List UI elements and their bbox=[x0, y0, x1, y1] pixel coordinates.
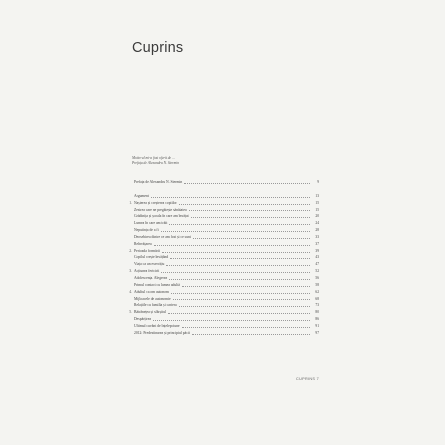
toc-entry[interactable] bbox=[118, 261, 319, 268]
toc-entry-page: 86 bbox=[315, 317, 319, 322]
toc-dot-leader bbox=[169, 224, 310, 225]
toc-dot-leader bbox=[161, 231, 310, 232]
toc-entry-page: 97 bbox=[315, 330, 319, 335]
toc-entry-page: 43 bbox=[315, 255, 319, 260]
toc-entry-title: Ultimul cuvânt de înțelepciune bbox=[134, 323, 180, 328]
toc-entry-title: Mijloacele de autonomie bbox=[134, 296, 171, 301]
toc-entry-title: Copilul crește învățând bbox=[134, 255, 169, 260]
toc-entry[interactable] bbox=[118, 289, 319, 296]
toc-entry[interactable] bbox=[118, 309, 319, 316]
toc-entry-title: Perioada formării bbox=[134, 248, 160, 253]
table-of-contents bbox=[118, 179, 319, 337]
toc-entry-title: Bătrânețea și sfârșitul bbox=[134, 310, 166, 315]
toc-entry-title: Prefața de Alexandru N. Stermin bbox=[134, 180, 183, 184]
toc-entry[interactable] bbox=[118, 234, 319, 241]
toc-entry-title: Relațiile cu familia și cariera bbox=[134, 303, 177, 308]
motto-line: Motto-ul mi-a fost oferit de ... bbox=[132, 156, 175, 160]
toc-entry[interactable] bbox=[118, 193, 319, 200]
toc-entry-page: 33 bbox=[315, 234, 319, 239]
toc-entry-title: Nașterea și creșterea copiilor bbox=[134, 200, 177, 205]
toc-entry[interactable] bbox=[118, 275, 319, 282]
toc-entry[interactable] bbox=[118, 254, 319, 261]
toc-entry-title: Adolescența. Alegerea bbox=[134, 275, 168, 280]
toc-entry-page: 39 bbox=[315, 248, 319, 253]
toc-entry[interactable] bbox=[118, 296, 319, 303]
toc-entry[interactable] bbox=[118, 207, 319, 214]
toc-dot-leader bbox=[184, 183, 310, 184]
toc-entry-number: 4. bbox=[129, 289, 132, 294]
toc-entry-title: Viața ca un exercițiu bbox=[134, 262, 165, 267]
toc-entry-page: 91 bbox=[315, 323, 319, 328]
toc-dot-leader bbox=[193, 238, 310, 239]
toc-dot-leader bbox=[161, 272, 310, 273]
toc-dot-leader bbox=[151, 197, 310, 198]
toc-dot-leader bbox=[166, 265, 310, 266]
toc-entry-title: Neputința de a fi bbox=[134, 228, 159, 233]
toc-dot-leader bbox=[182, 286, 310, 287]
toc-entry-page: 20 bbox=[315, 214, 319, 219]
toc-dot-leader bbox=[192, 334, 310, 335]
toc-entry-page: 15 bbox=[315, 207, 319, 212]
motto-text bbox=[132, 156, 322, 166]
toc-entry-title: Grădinița și școala în care am învățat bbox=[134, 214, 189, 219]
toc-entry-title: Zestrea care ne pregătește sănătatea bbox=[134, 207, 187, 212]
toc-dot-leader bbox=[179, 204, 310, 205]
toc-dot-leader bbox=[169, 279, 310, 280]
motto-block bbox=[132, 156, 322, 166]
toc-dot-leader bbox=[170, 258, 310, 259]
toc-entry-title: Lumea în care am trăit bbox=[134, 221, 168, 226]
toc-entry-page: 68 bbox=[315, 296, 319, 301]
toc-dot-leader bbox=[162, 252, 310, 253]
toc-entry-title: Acțiunea fericirii bbox=[134, 269, 160, 274]
toc-entry-number: 3. bbox=[129, 269, 132, 274]
toc-entry-page: 73 bbox=[315, 303, 319, 308]
toc-entry-title: Despărțirea bbox=[134, 317, 151, 322]
toc-entry-number: 2. bbox=[129, 248, 132, 253]
toc-entry-number: 5. bbox=[129, 310, 132, 315]
toc-entry[interactable] bbox=[118, 330, 319, 337]
toc-dot-leader bbox=[168, 313, 310, 314]
toc-entry-title: Deosebirea dintre ce am fost și ce sunt bbox=[134, 234, 191, 239]
toc-dot-leader bbox=[154, 245, 310, 246]
toc-entry-page: 56 bbox=[315, 275, 319, 280]
toc-dot-leader bbox=[182, 327, 310, 328]
toc-entry-page: 24 bbox=[315, 221, 319, 226]
toc-entry-title: Reînvățarea bbox=[134, 241, 152, 246]
toc-dot-leader bbox=[173, 299, 310, 300]
toc-entry[interactable] bbox=[118, 316, 319, 323]
toc-entry-number: 1. bbox=[129, 200, 132, 205]
running-footer: CUPRINS 7 bbox=[296, 377, 319, 381]
page-title: Cuprins bbox=[132, 40, 184, 56]
toc-entry[interactable] bbox=[118, 227, 319, 234]
toc-entry[interactable] bbox=[118, 323, 319, 330]
toc-entry[interactable] bbox=[118, 302, 319, 309]
toc-entry[interactable] bbox=[118, 200, 319, 207]
toc-entry-title: 2012: Predestinarea și principiul păcii bbox=[134, 330, 190, 335]
toc-entry[interactable] bbox=[118, 248, 319, 255]
toc-entry[interactable] bbox=[118, 282, 319, 289]
toc-entry-page: 62 bbox=[315, 289, 319, 294]
toc-entry-page: 58 bbox=[315, 282, 319, 287]
toc-entry-page: 52 bbox=[315, 269, 319, 274]
toc-entry-title: Primul contact cu lumea adultă bbox=[134, 282, 180, 287]
toc-entry-page: 13 bbox=[315, 193, 319, 198]
toc-dot-leader bbox=[191, 217, 310, 218]
toc-dot-leader bbox=[153, 320, 310, 321]
toc-entry[interactable] bbox=[118, 220, 319, 227]
toc-entry[interactable] bbox=[118, 241, 319, 248]
toc-dot-leader bbox=[179, 306, 310, 307]
toc-entry-page: 15 bbox=[315, 200, 319, 205]
toc-entry-page: 80 bbox=[315, 310, 319, 315]
toc-entry-title: Adultul ca om autonom bbox=[134, 289, 169, 294]
toc-entry-page: 47 bbox=[315, 262, 319, 267]
motto-line: Prefața de Alexandru N. Stermin bbox=[132, 161, 180, 165]
toc-entry-page: 9 bbox=[317, 180, 319, 184]
toc-entry-page: 28 bbox=[315, 228, 319, 233]
toc-entry-page: 37 bbox=[315, 241, 319, 246]
toc-entry[interactable] bbox=[118, 268, 319, 275]
toc-dot-leader bbox=[189, 210, 310, 211]
toc-entry[interactable] bbox=[118, 179, 319, 186]
toc-entry[interactable] bbox=[118, 213, 319, 220]
toc-entry-title: Argument bbox=[134, 193, 149, 198]
toc-dot-leader bbox=[171, 293, 310, 294]
